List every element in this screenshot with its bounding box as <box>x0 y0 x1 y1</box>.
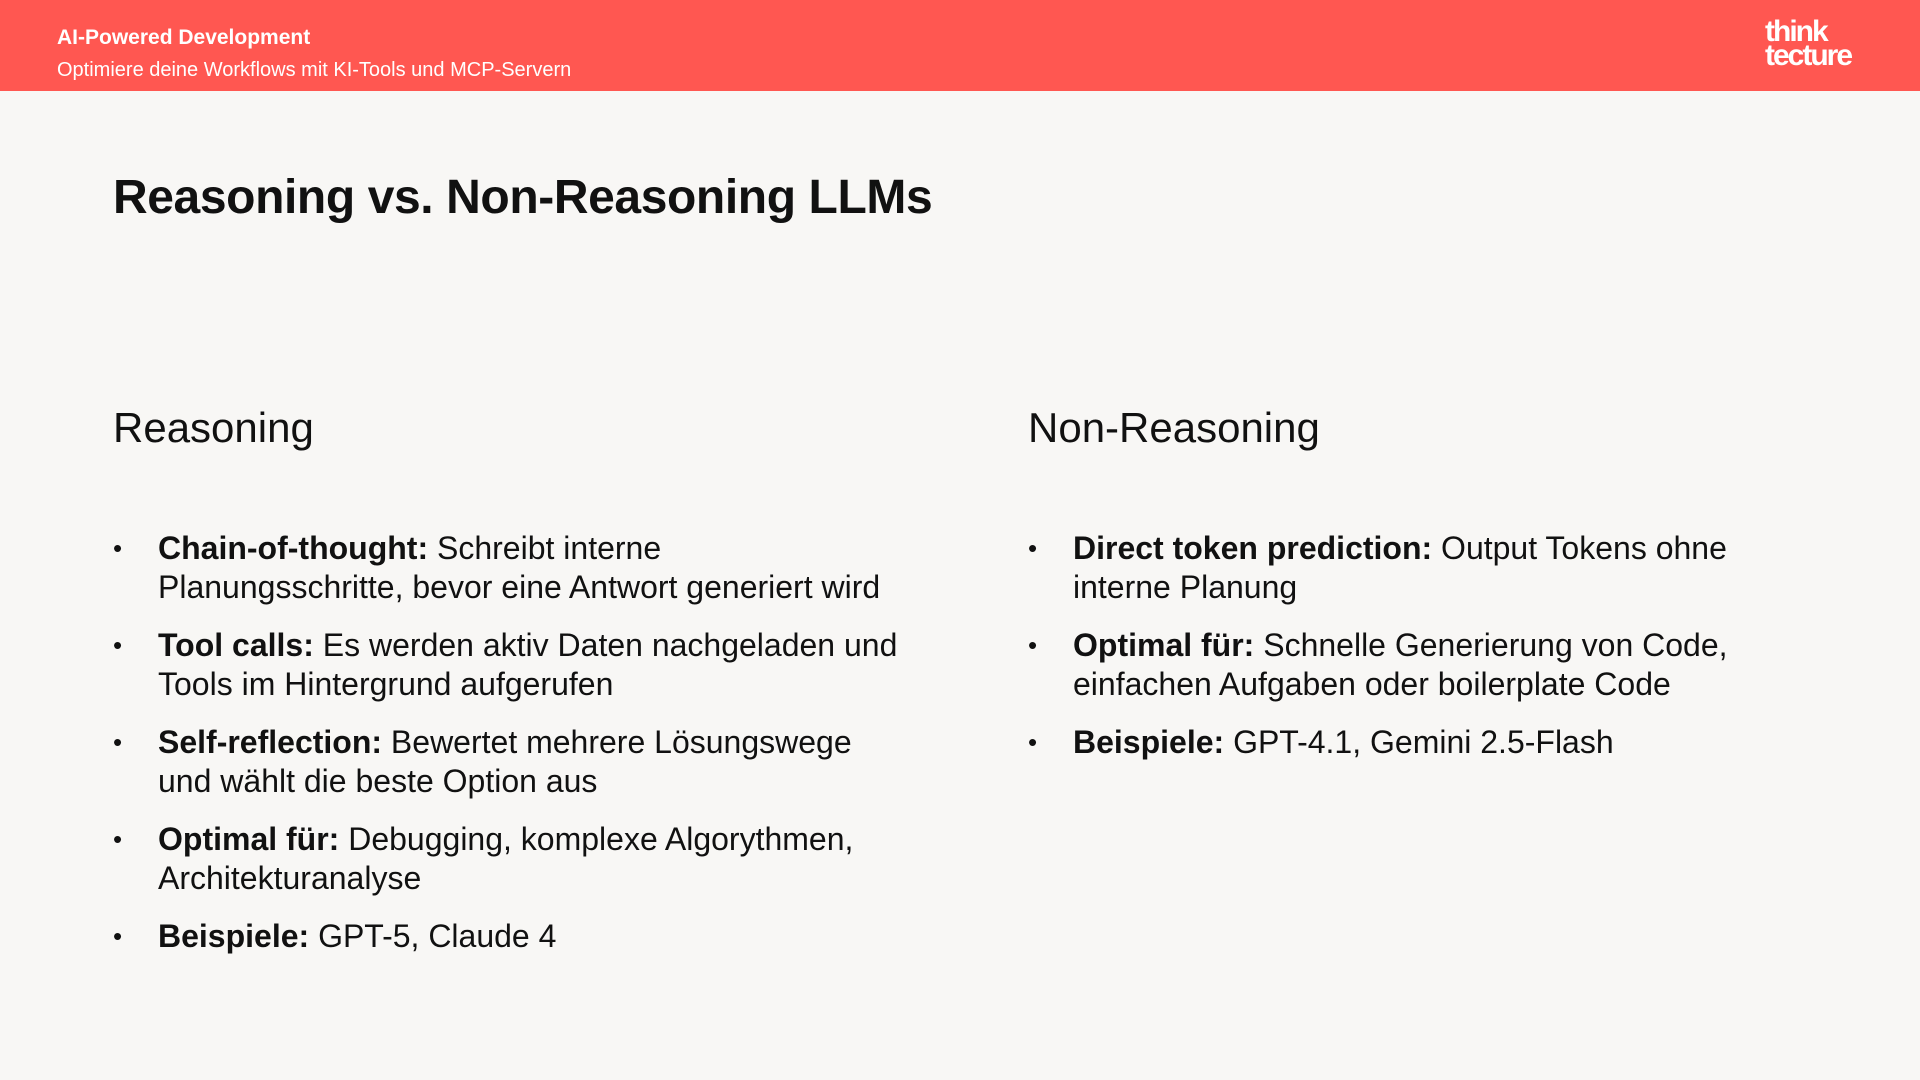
bullet-text: Bewertet mehrere Lösungswege und wählt die beste Option aus <box>158 724 852 799</box>
bullet-term: Tool calls: <box>158 627 314 663</box>
bullet-text: Es werden aktiv Daten nachgeladen und Tools im Hintergrund aufgerufen <box>158 627 898 702</box>
reasoning-item-tool-calls <box>113 626 903 704</box>
logo-line-tecture: tecture <box>1765 39 1852 72</box>
reasoning-column <box>113 398 903 975</box>
reasoning-heading: Reasoning <box>113 404 314 451</box>
non-reasoning-column <box>1028 398 1818 781</box>
bullet-term: Beispiele: <box>158 918 310 954</box>
bullet-term: Self-reflection: <box>158 724 383 760</box>
bullet-text: GPT-4.1, Gemini 2.5-Flash <box>1224 724 1614 760</box>
reasoning-item-chain-of-thought <box>113 529 903 607</box>
reasoning-item-optimal-use <box>113 820 903 898</box>
header-subtitle: Optimiere deine Workflows mit KI-Tools und MCP-Servern <box>57 59 572 81</box>
slide-title: Reasoning vs. Non-Reasoning LLMs <box>113 171 933 224</box>
reasoning-item-self-reflection <box>113 723 903 801</box>
bullet-icon: • <box>1028 727 1038 757</box>
non-reasoning-heading: Non-Reasoning <box>1028 404 1320 451</box>
header-title: AI-Powered Development <box>57 26 311 49</box>
bullet-icon: • <box>113 824 123 854</box>
bullet-text: Debugging, komplexe Algorythmen, Architekturanalyse <box>158 821 854 896</box>
logo-line-think: think <box>1765 15 1827 48</box>
bullet-text: GPT-5, Claude 4 <box>309 918 557 954</box>
bullet-text: Output Tokens ohne interne Planung <box>1073 530 1727 605</box>
bullet-icon: • <box>1028 630 1038 660</box>
bullet-text: Schnelle Generierung von Code, einfachen Aufgaben oder boilerplate Code <box>1073 627 1728 702</box>
bullet-icon: • <box>1028 533 1038 563</box>
bullet-icon: • <box>113 630 123 660</box>
non-reasoning-item-token-prediction <box>1028 529 1818 607</box>
bullet-term: Chain-of-thought: <box>158 530 429 566</box>
bullet-term: Beispiele: <box>1073 724 1225 760</box>
bullet-icon: • <box>113 727 123 757</box>
bullet-term: Optimal für: <box>158 821 340 857</box>
non-reasoning-bullet-list <box>1028 529 1818 762</box>
non-reasoning-item-examples <box>1028 723 1818 762</box>
bullet-icon: • <box>113 921 123 951</box>
bullet-term: Direct token prediction: <box>1073 530 1433 566</box>
bullet-icon: • <box>113 533 123 563</box>
thinktecture-logo <box>1765 15 1865 76</box>
reasoning-bullet-list <box>113 529 903 956</box>
bullet-term: Optimal für: <box>1073 627 1255 663</box>
non-reasoning-item-optimal-use <box>1028 626 1818 704</box>
bullet-text: Schreibt interne Planungsschritte, bevor eine Antwort generiert wird <box>158 530 881 605</box>
reasoning-item-examples <box>113 917 903 956</box>
header-bar <box>0 0 1920 91</box>
